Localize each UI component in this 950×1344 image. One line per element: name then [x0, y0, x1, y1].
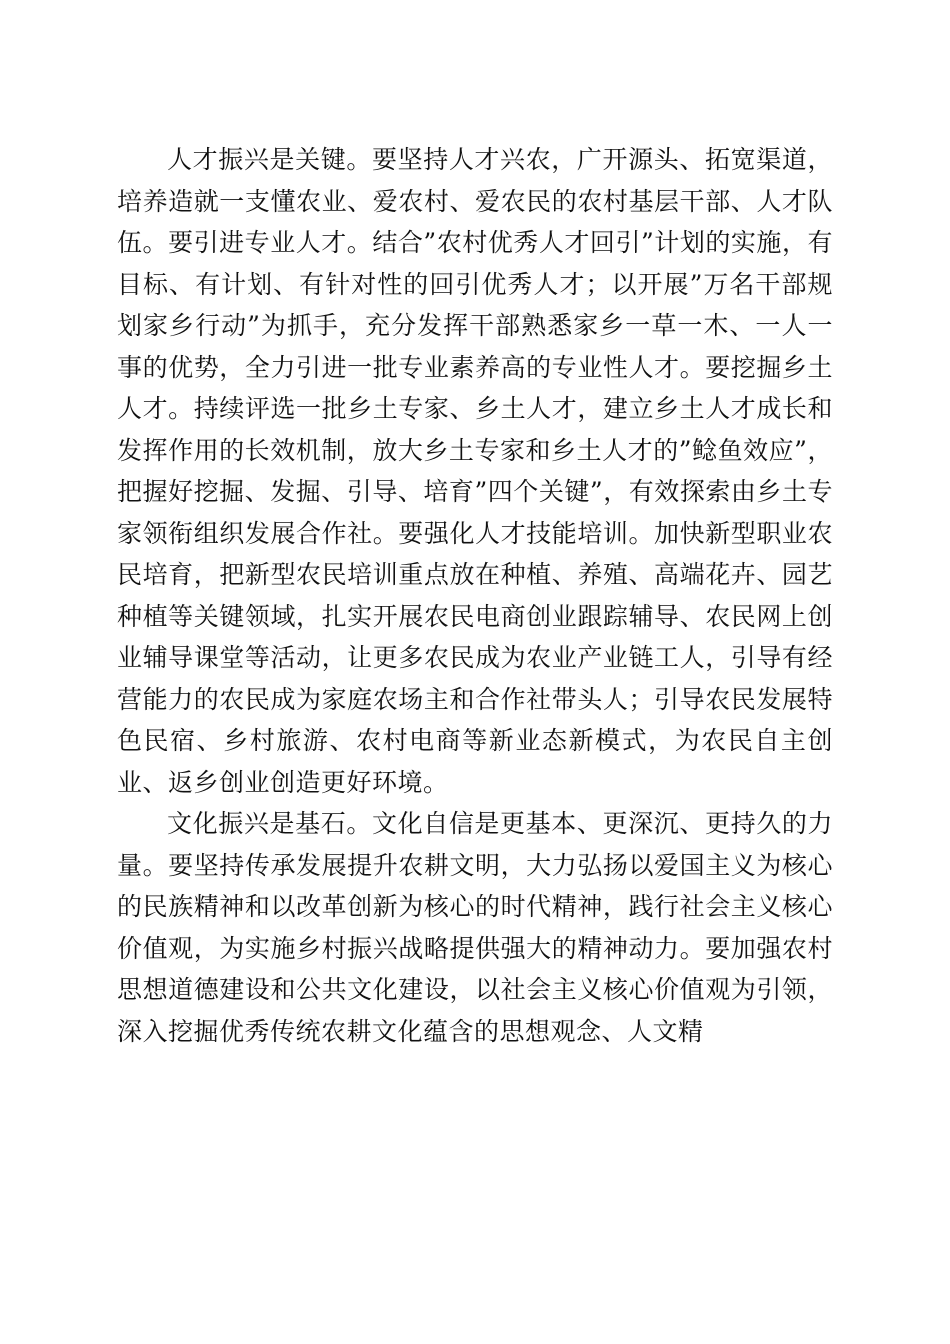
- paragraph-talent-revitalization: 人才振兴是关键。要坚持人才兴农，广开源头、拓宽渠道，培养造就一支懂农业、爱农村、爱农民的农村基层干部、人才队伍。要引进专业人才。结合”农村优秀人才回引”计划的实施，有目标、有计划、有针对性的回引优秀人才；以开展”万名干部规划家乡行动”为抓手，充分发挥干部熟悉家乡一草一木、一人一事的优势，全力引进一批专业素养高的专业性人才。要挖掘乡土人才。持续评选一批乡土专家、乡土人才，建立乡土人才成长和发挥作用的长效机制，放大乡土专家和乡土人才的”鲶鱼效应”，把握好挖掘、发掘、引导、培育”四个关键”，有效探索由乡土专家领衔组织发展合作社。要强化人才技能培训。加快新型职业农民培育，把新型农民培训重点放在种植、养殖、高端花卉、园艺种植等关键领域，扎实开展农民电商创业跟踪辅导、农民网上创业辅导课堂等活动，让更多农民成为农业产业链工人，引导有经营能力的农民成为家庭农场主和合作社带头人；引导农民发展特色民宿、乡村旅游、农村电商等新业态新模式，为农民自主创业、返乡创业创造更好环境。: [117, 145, 833, 797]
- paragraph-culture-revitalization: 文化振兴是基石。文化自信是更基本、更深沉、更持久的力量。要坚持传承发展提升农耕文明，大力弘扬以爱国主义为核心的民族精神和以改革创新为核心的时代精神，践行社会主义核心价值观，为实施乡村振兴战略提供强大的精神动力。要加强农村思想道德建设和公共文化建设，以社会主义核心价值观为引领，深入挖掘优秀传统农耕文化蕴含的思想观念、人文精: [117, 809, 833, 1046]
- document-body: [117, 139, 833, 1052]
